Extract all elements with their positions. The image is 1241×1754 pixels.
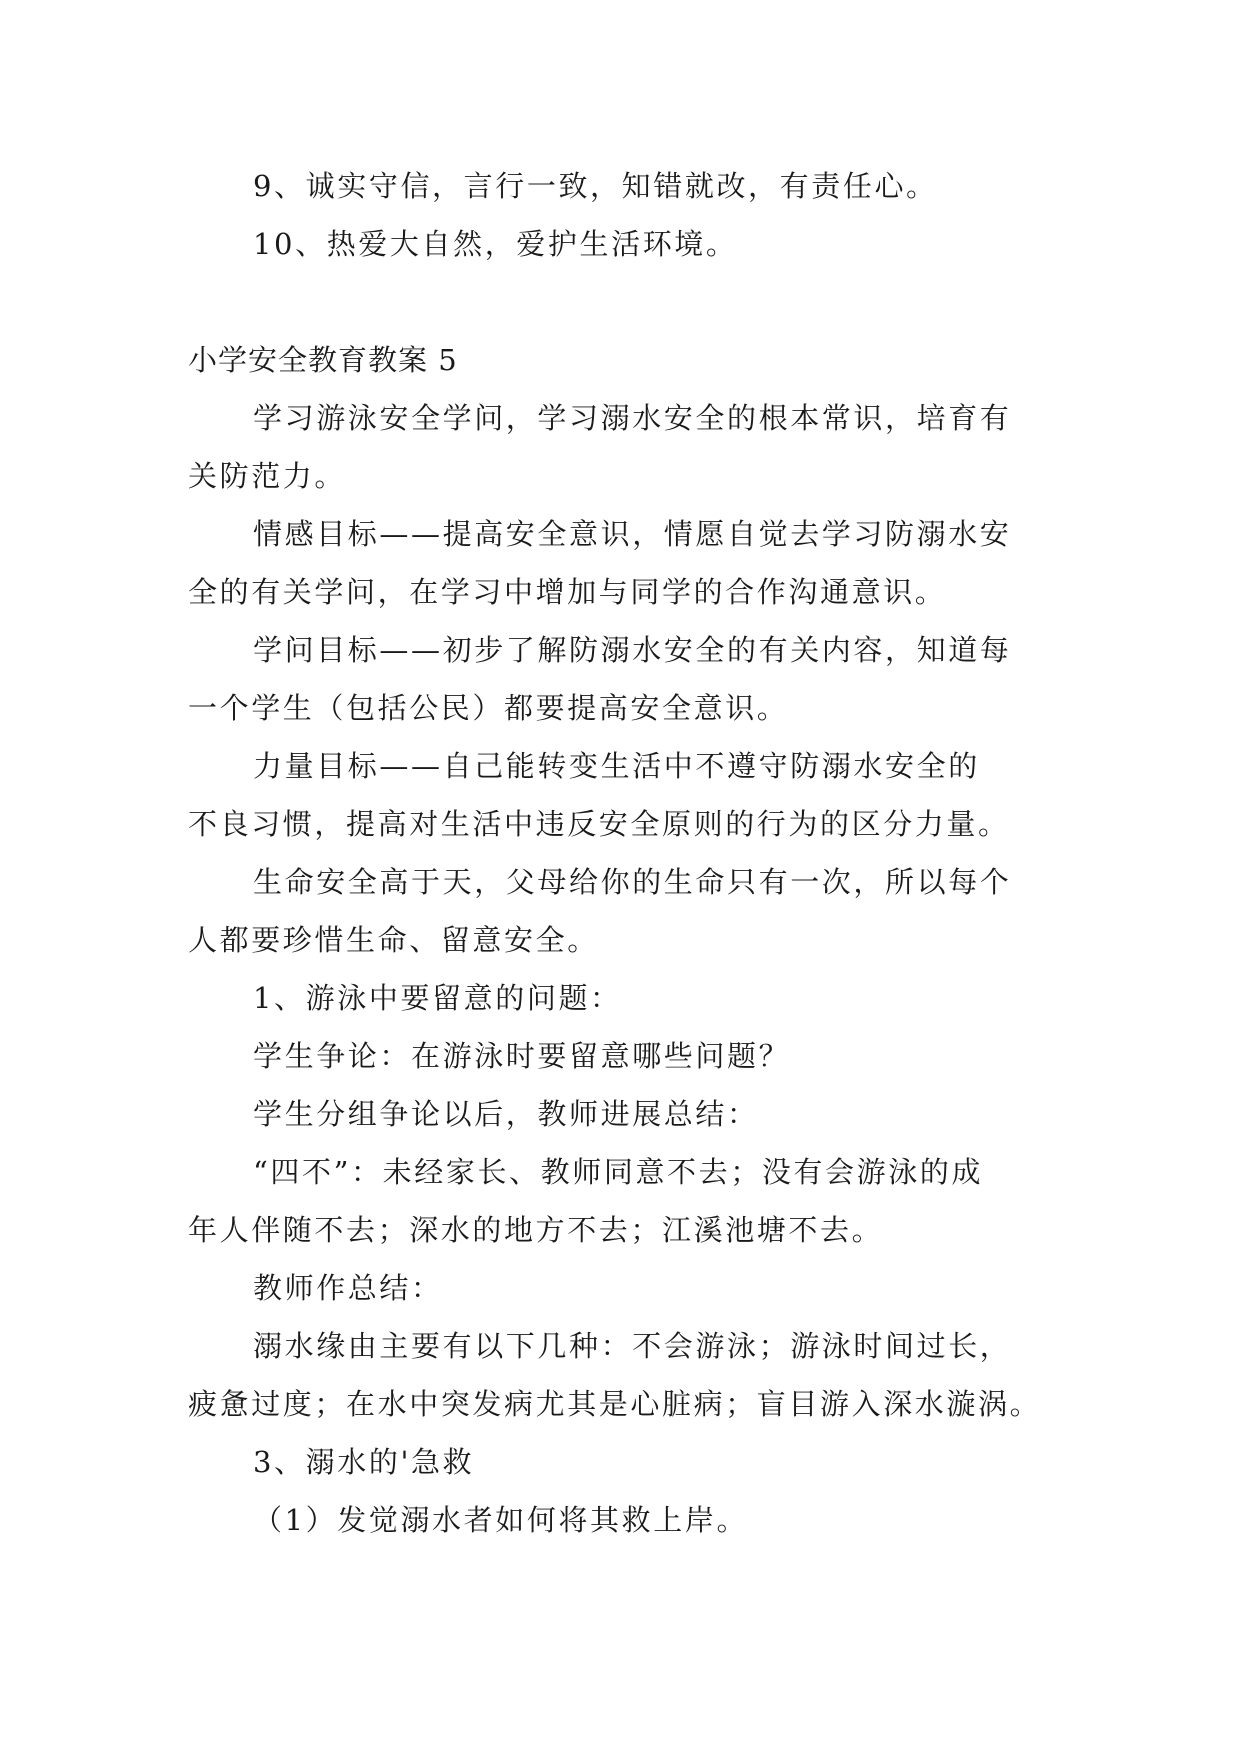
paragraph-line: 力量目标——自己能转变生活中不遵守防溺水安全的 [253,749,980,783]
paragraph-line: 1、游泳中要留意的问题： [253,981,622,1015]
paragraph-line: 学生争论：在游泳时要留意哪些问题？ [253,1039,791,1073]
paragraph-line: 溺水缘由主要有以下几种：不会游泳；游泳时间过长， [253,1329,1012,1363]
paragraph-line: 人都要珍惜生命、留意安全。 [188,923,599,957]
paragraph-line: 一个学生（包括公民）都要提高安全意识。 [188,691,789,725]
paragraph-line: 全的有关学问，在学习中增加与同学的合作沟通意识。 [188,575,947,609]
paragraph-line: 学问目标——初步了解防溺水安全的有关内容，知道每 [253,633,1012,667]
paragraph-line: 不良习惯，提高对生活中违反安全原则的行为的区分力量。 [188,807,1010,841]
paragraph-line: 3、溺水的'急救 [253,1445,475,1479]
paragraph-line: “四不”：未经家长、教师同意不去；没有会游泳的成 [253,1155,984,1189]
paragraph-line: 学习游泳安全学问，学习溺水安全的根本常识，培育有 [253,401,1012,435]
paragraph-line: 学生分组争论以后，教师进展总结： [253,1097,759,1131]
paragraph-line: （1）发觉溺水者如何将其救上岸。 [253,1503,749,1537]
list-item-9: 9、诚实守信，言行一致，知错就改，有责任心。 [253,169,938,203]
paragraph-line: 生命安全高于天，父母给你的生命只有一次，所以每个 [253,865,1012,899]
paragraph-line: 年人伴随不去；深水的地方不去；江溪池塘不去。 [188,1213,884,1247]
list-item-10: 10、热爱大自然，爱护生活环境。 [253,227,738,261]
paragraph-line: 教师作总结： [253,1271,443,1305]
section-title: 小学安全教育教案 5 [188,343,458,377]
paragraph-line: 关防范力。 [188,459,347,493]
paragraph-line: 情感目标——提高安全意识，情愿自觉去学习防溺水安 [253,517,1012,551]
paragraph-line: 疲惫过度；在水中突发病尤其是心脏病；盲目游入深水漩涡。 [188,1387,1042,1421]
